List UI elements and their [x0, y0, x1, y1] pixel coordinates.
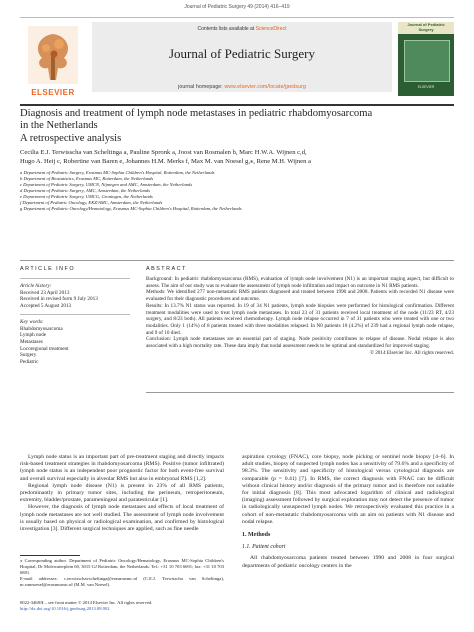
affiliation: d Department of Pediatric Surgery, AMC, Amsterdam, the Netherlands [20, 188, 151, 193]
abstract-results: Results: In 13.7% N1 status was reported. In 19 of 34 N1 patients, lymph node biopsies were performed for histological confirmation. Different treatment modalities were used to treat lymph node metastases. In total 23 of 31 patients received local treatment of the node (11/23 RT, 4/23 surgery, and 8/23 both). All patients received chemotherapy. Lymph node relapse occurred in 7 of 31 patients who were treated with one or two modalities. Only 1 (14%) of 8 patients treated with three modalities relapsed. In N0 patients 10 (4.2%) of 239 had a regional lymph node relapse, and 9 of 10 died. [146, 302, 454, 336]
footnote-divider [20, 555, 80, 556]
abstract-heading: ABSTRACT [146, 266, 187, 272]
elsevier-tree-icon [28, 26, 78, 84]
keyword: Rhabdomyosarcoma [20, 325, 63, 332]
article-info [20, 274, 130, 366]
title-line-1: Diagnosis and treatment of lymph node metastases in pediatric rhabdomyosarcoma [20, 108, 373, 119]
journal-homepage [92, 84, 392, 90]
abstract-conclusion: Conclusion: Lymph node metastases are an essential part of staging. Node positivity contributes to relapse of disease. Nodal relapse is also associated with a high mortality rate. These data imply that nodal assessment needs to be optimal and standardized for improved staging. [146, 336, 454, 350]
article-title [20, 108, 454, 145]
received-date: Received 23 April 2013 [20, 289, 70, 296]
cover-title: Journal of Pediatric Surgery [407, 22, 445, 32]
article-info-heading: ARTICLE INFO [20, 266, 76, 272]
publisher-logo [20, 22, 86, 102]
affiliation: c Department of Pediatric Surgery, UMCN, Nijmegen and AMC, Amsterdam, the Netherlands [20, 182, 193, 187]
abstract-methods: Methods: We identified 277 non-metastatic RMS patients diagnosed and treated between 1990 and 2008. Patients with recorded N1 disease were evaluated for their diagnostic procedures and outcome. [146, 289, 454, 303]
affiliation: a Department of Pediatric Surgery, Erasmus MC-Sophia Children's Hospital, Rotterdam, the Netherlands [20, 170, 215, 175]
abstract-background: Background: In pediatric rhabdomyosarcoma (RMS), evaluation of lymph node involvement (N1) is an important staging aspect, but difficult to assess. The aim of our study was to evaluate the assessment of lymph node infiltration and impact on outcome in N1 RMS patients. [146, 276, 454, 289]
sciencedirect-link[interactable]: ScienceDirect [255, 26, 287, 32]
journal-banner [92, 22, 392, 92]
contents-line [92, 26, 392, 32]
header-divider [20, 17, 454, 18]
keyword: Surgery [20, 352, 37, 359]
cover-artwork [404, 40, 450, 82]
body-paragraph: aspiration cytology (FNAC), core biopsy, node picking or sentinel node biopsy [4–6]. In adult studies, biopsy of suspected lymph nodes has a sensitivity of 79.6% and a specificity of 98.3%. The sensitivity and specificity of histological versus cytological diagnosis are comparable (p = 0.41) [7]. In RMS, the correct diagnosis with FNAC can be difficult without clinical history and/or diagnosis of the primary tumor and is therefore not suitable for initial diagnosis [8]. This most advocated logarithm of clinical and radiological (imaging) assessment followed by surgical exploration may not detect the presence of tumor in radiologically unsuspected lymph nodes. We retrospectively evaluated this practice in a cohort of non-metastatic rhabdomyosarcoma with an aim on patients with N1 disease and nodal relapse. [242, 454, 454, 525]
issn-block [20, 600, 224, 612]
issn-line: 0022-3468/$ – see front matter © 2014 Elsevier Inc. All rights reserved. [20, 600, 153, 605]
affiliation: b Department of Biostatistics, Erasmus MC, Rotterdam, the Netherlands [20, 176, 154, 181]
accepted-date: Accepted 5 August 2013 [20, 303, 72, 310]
keyword: Metastases [20, 338, 43, 345]
affiliation: g Department of Pediatric Oncology/Hematology, Erasmus MC-Sophia Children's Hospital, Rotterdam, the Netherlands [20, 206, 242, 211]
publisher-name: ELSEVIER [31, 88, 75, 97]
body-column-left [20, 454, 224, 533]
email-addresses: E-mail addresses: c.terwisschavscheltinga@erasmusmc.nl (C.E.J. Terwisscha van Scheltinga), m.vannoesel@erasmusmc.nl (M.M. van Noesel). [20, 576, 224, 587]
corresponding-author-note: ⁎ Corresponding author. Department of Pediatric Oncology/Hematology, Erasmus MC-Sophia Children's Hospital, Dr Molewaterplein 60, 3015 GJ Rotterdam, the Netherlands. Tel.: +31 10 703 6691; fax: +31 10 703 6801. [20, 558, 224, 575]
title-divider [20, 104, 454, 106]
patient-cohort-heading: 1.1. Patient cohort [242, 544, 286, 551]
abstract-copyright: © 2014 Elsevier Inc. All rights reserved. [369, 349, 454, 356]
body-paragraph: Regional lymph node disease (N1) is present in 23% of all RMS patients, predominantly in primary tumor sites, including the perineum, retroperitoneum, extremity, bladder/prostate, parameningeal and paratesticular [1]. [20, 482, 224, 504]
title-line-2: in the Netherlands [20, 120, 98, 132]
title-line-3: A retrospective analysis [20, 132, 122, 144]
journal-cover-image [398, 22, 454, 96]
affiliation: f Department of Pediatric Oncology, EKZ/AMC, Amsterdam, the Netherlands [20, 200, 163, 205]
homepage-url[interactable]: www.elsevier.com/locate/jpedsurg [224, 84, 306, 90]
cover-publisher: ELSEVIER [417, 85, 435, 89]
authors-line-2: Hugo A. Heij c, Robertine van Baren e, Johannes H.M. Merks f, Max M. van Noesel g,⁎, Rene M.H. Wijnen a [20, 158, 311, 165]
abstract-body [146, 276, 454, 356]
body-paragraph: All rhabdomyosarcoma patients treated between 1990 and 2008 in four surgical departments of pediatric oncology centers in the [242, 555, 454, 569]
homepage-prefix: journal homepage: [178, 84, 223, 90]
footnote [20, 558, 224, 588]
contents-prefix: Contents lists available at [197, 26, 255, 32]
doi-link[interactable]: http://dx.doi.org/10.1016/j.jpedsurg.2013.08.002 [20, 606, 110, 611]
history-label: Article history: [20, 283, 52, 289]
keyword: Locoregional treatment [20, 345, 69, 352]
section-divider [20, 260, 454, 261]
keywords-label: Key words: [20, 318, 44, 325]
keyword: Pediatric [20, 359, 39, 366]
author-list [20, 148, 454, 166]
body-column-right [242, 454, 454, 570]
body-paragraph: However, the diagnosis of lymph node metastases and effects of local treatment of lymph node metastases are not well studied. The assessment of lymph node involvement is usually based on physical or radiological examination, and confirmed by histological investigation [3]. Different surgical techniques are applied, such as fine needle [20, 504, 224, 533]
affiliations [20, 170, 454, 212]
journal-title: Journal of Pediatric Surgery [169, 46, 315, 61]
methods-heading: 1. Methods [242, 532, 271, 539]
abstract-divider [146, 392, 454, 393]
journal-reference: Journal of Pediatric Surgery 49 (2014) 416–419 [184, 4, 290, 10]
authors-line-1: Cecilia E.J. Terwisscha van Scheltinga a, Pauline Spronk a, Joost van Rosmalen b, Marc H.W.A. Wijnen c,d, [20, 149, 307, 156]
keyword: Lymph node [20, 332, 47, 339]
revised-date: Received in revised form 9 July 2013 [20, 296, 98, 303]
affiliation: e Department of Pediatric Surgery, UMCG, Groningen, the Netherlands [20, 194, 153, 199]
body-paragraph: Lymph node status is an important part of pre-treatment staging and directly impacts risk-based treatment strategies in rhabdomyosarcoma (RMS). Positive (tumor infiltrated) lymph node status is an independent poor prognostic factor for both event-free survival and overall survival especially in alveolar RMS but also in embryonal RMS [1,2]. [20, 454, 224, 482]
